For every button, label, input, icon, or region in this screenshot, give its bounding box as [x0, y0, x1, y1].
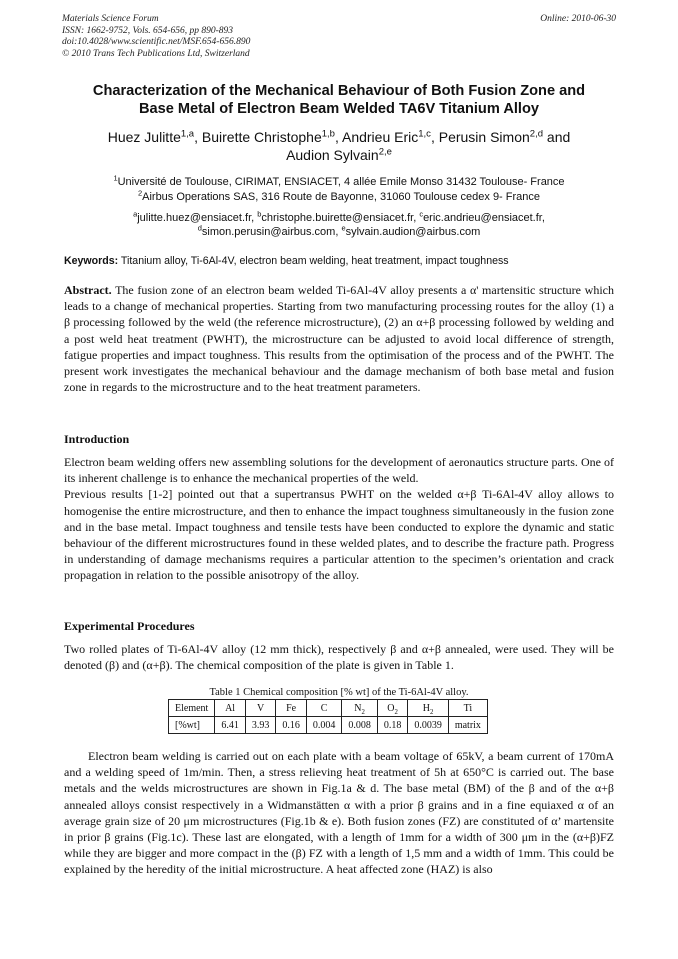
- table-caption: Table 1 Chemical composition [% wt] of the Ti-6Al-4V alloy.: [209, 687, 469, 698]
- affiliation-1: $^1$Université de Toulouse, CIRIMAT, ENSIACET, 4 allée Emile Monso 31432 Toulouse- France: [113, 173, 565, 188]
- journal-name: Materials Science Forum: [62, 14, 159, 24]
- author: Perusin Simon$^{2,d}$: [438, 128, 544, 145]
- table-cell: Ti: [448, 700, 487, 717]
- keywords-label: Keywords:: [64, 255, 119, 267]
- issn-line: ISSN: 1662-9752, Vols. 654-656, pp 890-893: [62, 25, 233, 36]
- email-line-2: $^d$simon.perusin@airbus.com, $^e$sylvain.audion@airbus.com: [197, 223, 481, 238]
- online-date: Online: 2010-06-30: [540, 14, 616, 24]
- author-list: Huez Julitte$^{1,a}$, Buirette Christophe$^{1,b}$, Andrieu Eric$^{1,c}$, Perusin Simon$^{2,d}$ and Audion Sylvain$^{2,e}$: [107, 128, 571, 163]
- title-line-2: Base Metal of Electron Beam Welded TA6V Titanium Alloy: [138, 101, 540, 117]
- introduction-heading: Introduction: [64, 432, 130, 446]
- paragraph: Previous results [1-2] pointed out that a supertransus PWHT on the welded α+β Ti-6Al-4V alloy allows to homogenise the entire microstructure, and then to enhance the impact toughness simultaneously in the fusion zone and in the base metal. Impact toughness and tensile tests have been conducted to explore the dynamic and static behaviour of the different microstructures found in these welded plates, and to describe the fracture path. Progress in understanding of damage mechanisms requires a particular attention to the specimen’s orientation and crack propagation in relation to the possible anisotropy of the alloy.: [64, 487, 614, 583]
- journal-header: [62, 14, 250, 60]
- author: Huez Julitte$^{1,a}$: [107, 128, 195, 145]
- doi-line: doi:10.4028/www.scientific.net/MSF.654-656.890: [62, 37, 251, 47]
- keywords: [64, 255, 624, 267]
- email-link[interactable]: eric.andrieu@ensiacet.fr,: [423, 212, 545, 224]
- email-line-1: $^a$julitte.huez@ensiacet.fr, $^b$christophe.buirette@ensiacet.fr, $^c$eric.andrieu@ensiacet.fr,: [133, 209, 545, 224]
- table-header-row: [169, 700, 488, 717]
- table-cell: [%wt]: [169, 717, 215, 734]
- table-cell: $H_2$: [408, 700, 449, 717]
- paragraph: Electron beam welding offers new assembling solutions for the development of aeronautics structure parts. One of its inherent challenge is to enhance the mechanical properties of the weld.: [64, 455, 614, 486]
- table-cell: 0.16: [276, 717, 307, 734]
- table-cell: $N_2$: [342, 700, 378, 717]
- table-cell: Element: [169, 700, 215, 717]
- paragraph: Electron beam welding is carried out on each plate with a beam voltage of 65kV, a beam current of 170mA and a welding speed of 1m/min. Then, a stress relieving heat treatment of 5h at 650°C is carried out. The base metals and the welds microstructures are shown in Fig.1a & d. The base metal (BM) of the β and of the α+β annealed alloys consist respectively in a Widmanstätten α with a prior β grains and in a fine equiaxed α of an average grain size of 20 μm microstructures (Fig.1b & e). Both fusion zones (FZ) are constituted of α’ martensite in prior β grains (Fig.1c). These last are elongated, with a length of 1mm for a width of 300 μm in the (α+β)FZ while they are bigger and more compact in the (β) FZ with a length of 1,5 mm and a width of 1mm. This could be explained by the heredity of the initial microstructure. A heat affected zone (HAZ) is also: [64, 749, 614, 877]
- table-cell: 0.18: [377, 717, 408, 734]
- table-cell: 0.004: [306, 717, 342, 734]
- table-cell: 6.41: [215, 717, 246, 734]
- table-row: [169, 717, 488, 734]
- keywords-text: Titanium alloy, Ti-6Al-4V, electron beam welding, heat treatment, impact toughness: [118, 255, 509, 267]
- table-cell: V: [245, 700, 276, 717]
- introduction-body: [64, 454, 614, 584]
- abstract-label: Abstract.: [64, 283, 112, 297]
- affiliation-2: $^2$Airbus Operations SAS, 316 Route de Bayonne, 31060 Toulouse cedex 9- France: [137, 188, 541, 203]
- table-cell: 0.008: [342, 717, 378, 734]
- email-link[interactable]: sylvain.audion@airbus.com: [345, 226, 481, 238]
- email-link[interactable]: christophe.buirette@ensiacet.fr,: [261, 212, 420, 224]
- paragraph: Two rolled plates of Ti-6Al-4V alloy (12 mm thick), respectively β and α+β annealed, were used. They will be denoted (β) and (α+β). The chemical composition of the plate is given in Table 1.: [64, 642, 614, 673]
- abstract: [64, 282, 614, 395]
- email-link[interactable]: julitte.huez@ensiacet.fr,: [137, 212, 258, 224]
- paper-title: [40, 82, 638, 118]
- table-cell: 3.93: [245, 717, 276, 734]
- table-cell: Al: [215, 700, 246, 717]
- table-cell: 0.0039: [408, 717, 449, 734]
- table-cell: matrix: [448, 717, 487, 734]
- author: Audion Sylvain$^{2,e}$: [286, 146, 392, 163]
- author: Andrieu Eric$^{1,c}$: [341, 128, 431, 145]
- experimental-heading: Experimental Procedures: [64, 619, 195, 633]
- title-line-1: Characterization of the Mechanical Behaviour of Both Fusion Zone and: [92, 83, 586, 99]
- composition-table: [168, 699, 488, 734]
- copyright-line: © 2010 Trans Tech Publications Ltd, Switzerland: [62, 48, 250, 59]
- table-cell: Fe: [276, 700, 307, 717]
- author: Buirette Christophe$^{1,b}$: [201, 128, 335, 145]
- table-cell: C: [306, 700, 342, 717]
- table-cell: $O_2$: [377, 700, 408, 717]
- email-link[interactable]: simon.perusin@airbus.com,: [201, 226, 342, 238]
- abstract-text: The fusion zone of an electron beam welded Ti-6Al-4V alloy presents a α' martensitic structure which leads to a change of mechanical properties. Starting from two manufacturing processing routes for the alloy (1) a β processing followed by the weld (the reference microstructure), (2) an α+β processing followed by welding and a post weld heat treatment (PWHT), the microstructure can be adjusted to avoid local difference of strength, fatigue properties and impact toughness. This results from the optimisation of the process and of the PWHT. The present work investigates the mechanical behaviour and the damage mechanism of both base metal and fusion zone in regards to the microstructure and to the heat treatment parameters.: [64, 283, 614, 395]
